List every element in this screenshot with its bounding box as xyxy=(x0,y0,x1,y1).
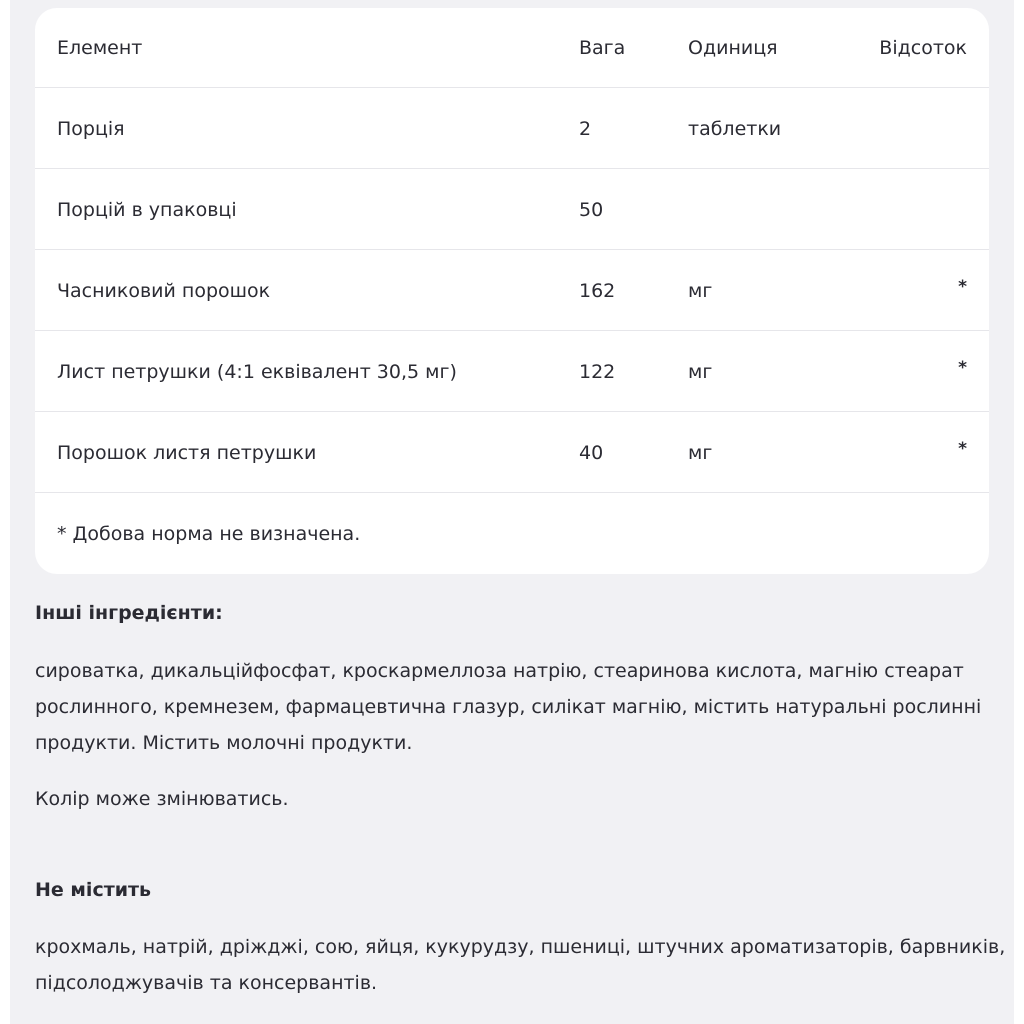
row-name: Порція xyxy=(57,118,125,140)
row-weight: 40 xyxy=(579,442,604,464)
table-row xyxy=(35,89,989,169)
table-row xyxy=(35,332,989,412)
row-unit: мг xyxy=(688,361,713,383)
header-weight: Вага xyxy=(579,37,626,59)
table-footnote-row xyxy=(35,494,989,574)
free-from-text: крохмаль, натрій, дріжджі, сою, яйця, кукурудзу, пшениці, штучних ароматизаторів, барвників, підсолоджувачів та консервантів. xyxy=(35,936,1006,994)
daily-value-footnote: * Добова норма не визначена. xyxy=(57,523,361,545)
row-unit: мг xyxy=(688,442,713,464)
content-area xyxy=(10,0,1014,1024)
header-unit: Одиниця xyxy=(688,37,778,59)
composition-table xyxy=(35,8,989,574)
row-percent: * xyxy=(958,358,967,378)
other-ingredients-heading: Інші інгредієнти: xyxy=(35,602,223,624)
table-row xyxy=(35,413,989,493)
row-percent: * xyxy=(958,439,967,459)
row-name: Часниковий порошок xyxy=(57,280,271,302)
row-name: Порцій в упаковці xyxy=(57,199,237,221)
row-unit: таблетки xyxy=(688,118,782,140)
row-percent: * xyxy=(958,277,967,297)
row-weight: 2 xyxy=(579,118,592,140)
table-row xyxy=(35,170,989,250)
table-header-row xyxy=(35,8,989,88)
header-name: Елемент xyxy=(57,37,143,59)
color-note: Колір може змінюватись. xyxy=(35,788,289,810)
other-ingredients-text: сироватка, дикальційфосфат, кроскармеллоза натрію, стеаринова кислота, магнію стеарат рослинного, кремнезем, фармацевтична глазур, силікат магнію, містить натуральні рослинні продукти. Містить молочні продукти. xyxy=(35,660,982,754)
row-weight: 50 xyxy=(579,199,604,221)
header-percent: Відсоток xyxy=(879,37,967,59)
row-name: Порошок листя петрушки xyxy=(57,442,317,464)
row-weight: 162 xyxy=(579,280,616,302)
row-weight: 122 xyxy=(579,361,616,383)
row-unit: мг xyxy=(688,280,713,302)
row-name: Лист петрушки (4:1 еквівалент 30,5 мг) xyxy=(57,361,457,383)
table-row xyxy=(35,251,989,331)
free-from-heading: Не містить xyxy=(35,879,152,901)
